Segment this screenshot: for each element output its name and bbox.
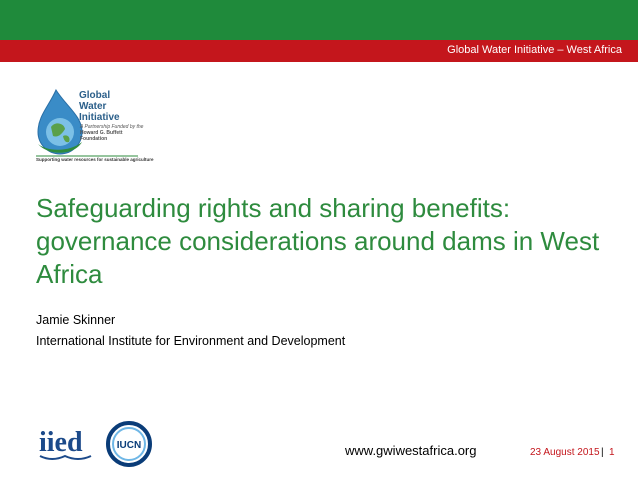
iied-logo	[38, 424, 93, 464]
header-title: Global Water Initiative – West Africa	[447, 44, 622, 56]
logo-partner-name: Howard G. Buffett	[80, 130, 123, 136]
footer-separator: |	[601, 447, 604, 458]
logo-text-water: Water	[79, 101, 107, 112]
logo-tagline: Supporting water resources for sustainable agriculture	[36, 157, 154, 162]
author-name: Jamie Skinner	[36, 313, 116, 327]
iucn-logo	[104, 421, 154, 467]
logo-partner-line: A Partnership Funded by the	[80, 124, 144, 130]
logo-text-global: Global	[79, 90, 111, 101]
header-green-bar	[0, 0, 638, 40]
slide-title: Safeguarding rights and sharing benefits: governance considerations around dams in West Africa	[36, 193, 600, 289]
iied-logo-text: iied	[39, 427, 83, 458]
logo-partner-foundation: Foundation	[80, 136, 108, 142]
footer-page-number: 1	[609, 447, 615, 458]
iucn-logo-text: IUCN	[116, 440, 142, 451]
author-affiliation: International Institute for Environment and Development	[36, 334, 346, 348]
logo-text-initiative: Initiative	[79, 112, 120, 123]
website-url: www.gwiwestafrica.org	[345, 443, 477, 458]
footer-date: 23 August 2015	[530, 447, 600, 458]
